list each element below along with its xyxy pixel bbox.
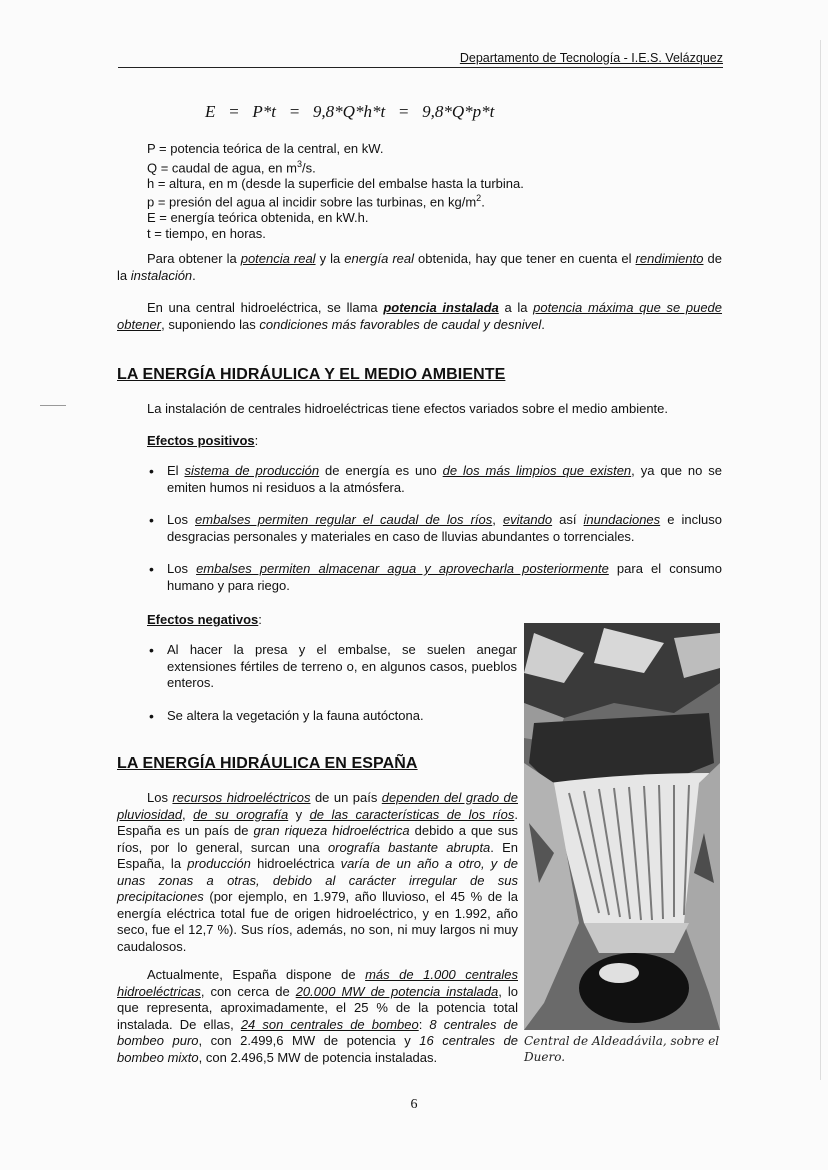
positive-effects-heading: Efectos positivos:: [147, 433, 259, 448]
page-number: 6: [410, 1097, 418, 1112]
paragraph-spain-resources: Los recursos hidroeléctricos de un país dependen del grado de pluviosidad, de su orografía y de las características de los ríos. España es un país de gran riqueza hidroeléctrica debido a que sus ríos, por lo general, surcan una orografía bastante abrupta. En España, la producción hidroeléctrica varía de un año a otro, y de unas zonas a otras, debido al carácter irregular de sus precipitaciones (por ejemplo, en 1.979, año lluvioso, el 45 % de la energía eléctrica total fue de origen hidroeléctrico, y en 1.992, año seco, fue el 12,7 %). Sus ríos, además, no son, ni muy largos ni muy caudalosos.: [117, 790, 518, 954]
negative-effects-list: [147, 642, 517, 724]
negative-effects-heading: Efectos negativos:: [147, 612, 262, 627]
def-p-power: P = potencia teórica de la central, en kW.: [147, 141, 384, 156]
def-e-energy: E = energía teórica obtenida, en kW.h.: [147, 210, 369, 226]
page-header: [118, 50, 723, 68]
list-item: • Los embalses permiten regular el caudal de los ríos, evitando así inundaciones e incluso desgracias personales y materiales en caso de lluvias abundantes o torrenciales.: [147, 512, 722, 545]
def-p-pressure: p = presión del agua al incidir sobre las turbinas, en $kg/m^2$.: [147, 193, 485, 210]
dam-photo: [524, 623, 720, 1030]
section-title-environment: LA ENERGÍA HIDRÁULICA Y EL MEDIO AMBIENTE: [117, 366, 506, 383]
photo-caption: Central de Aldeadávila, sobre el Duero.: [524, 1034, 720, 1064]
list-item: • Los embalses permiten almacenar agua y aprovecharla posteriormente para el consumo humano y para riego.: [147, 561, 722, 594]
list-item: • El sistema de producción de energía es uno de los más limpios que existen, ya que no se emiten humos ni residuos a la atmósfera.: [147, 463, 722, 496]
paragraph-real-power: Para obtener la potencia real y la energía real obtenida, hay que tener en cuenta el rendimiento de la instalación.: [117, 251, 722, 283]
section-title-spain: LA ENERGÍA HIDRÁULICA EN ESPAÑA: [117, 755, 418, 772]
paragraph-installed-power: En una central hidroeléctrica, se llama potencia instalada a la potencia máxima que se puede obtener, suponiendo las condiciones más favorables de caudal y desnivel.: [117, 300, 723, 332]
scan-edge-line: [820, 40, 821, 1080]
list-item: • Al hacer la presa y el embalse, se suelen anegar extensiones fértiles de terreno o, en algunos casos, pueblos enteros.: [147, 642, 517, 692]
paragraph-spain-capacity: Actualmente, España dispone de más de 1.000 centrales hidroeléctricas, con cerca de 20.000 MW de potencia instalada, lo que representa, aproximadamente, el 25 % de la potencia total instalada. De ellas, 24 son centrales de bombeo: 8 centrales de bombeo puro, con 2.499,6 MW de potencia y 16 centrales de bombeo mixto, con 2.496,5 MW de potencia instaladas.: [117, 967, 518, 1065]
positive-effects-list: [147, 463, 722, 594]
def-t-time: t = tiempo, en horas.: [147, 226, 266, 242]
header-text: Departamento de Tecnología - I.E.S. Velázquez: [459, 51, 723, 65]
environment-intro: La instalación de centrales hidroeléctricas tiene efectos variados sobre el medio ambiente.: [147, 401, 669, 416]
variable-definitions: [147, 141, 524, 242]
energy-formula: E = P*t = 9,8*Q*h*t = 9,8*Q*p*t: [205, 102, 495, 121]
def-q-flow: Q = caudal de agua, en $m^3/s$.: [147, 158, 316, 176]
scan-mark: [40, 405, 66, 406]
list-item: • Se altera la vegetación y la fauna autóctona.: [147, 708, 517, 725]
def-h-height: h = altura, en m (desde la superficie del embalse hasta la turbina.: [147, 175, 524, 191]
